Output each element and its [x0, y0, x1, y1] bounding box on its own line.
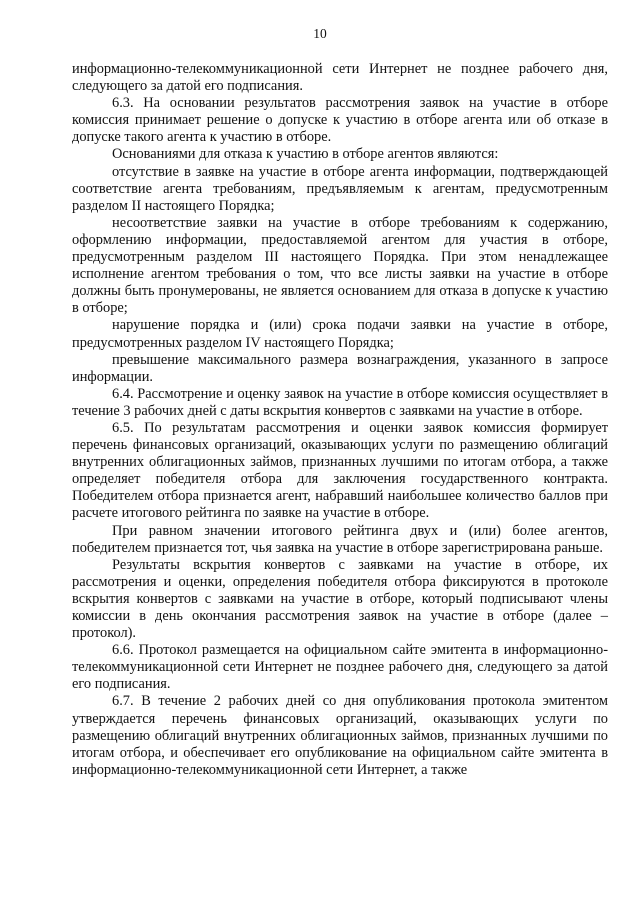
paragraph-6-6: 6.6. Протокол размещается на официальном сайте эмитента в информационно-телекоммуникационной сети Интернет не позднее рабочего дня, следующего за датой его подписания. [72, 642, 608, 693]
paragraph-ground-procedure-violation: нарушение порядка и (или) срока подачи заявки на участие в отборе, предусмотренных разделом IV настоящего Порядка; [72, 317, 608, 351]
paragraph-6-4: 6.4. Рассмотрение и оценку заявок на участие в отборе комиссия осуществляет в течение 3 рабочих дней с даты вскрытия конвертов с заявками на участие в отборе. [72, 385, 608, 419]
paragraph-refusal-grounds-intro: Основаниями для отказа к участию в отборе агентов являются: [112, 146, 499, 163]
paragraph-ground-fee-excess: превышение максимального размера вознаграждения, указанного в запросе информации. [72, 351, 608, 385]
paragraph-6-7: 6.7. В течение 2 рабочих дней со дня опубликования протокола эмитентом утверждается перечень финансовых организаций, оказывающих услуги по размещению облигаций внутренних облигационных займов, признанных лучшими по итогам отбора, и обеспечивает его опубликование на официальном сайте эмитента в информационно-телекоммуникационной сети Интернет, а также [72, 693, 608, 778]
document-body [72, 61, 608, 779]
paragraph-6-3: 6.3. На основании результатов рассмотрения заявок на участие в отборе комиссия принимает решение о допуске к участию в отборе агента или об отказе в допуске такого агента к участию в отборе. [72, 95, 608, 146]
paragraph-results-protocol: Результаты вскрытия конвертов с заявками на участие в отборе, их рассмотрения и оценки, определения победителя отбора фиксируются в протоколе вскрытия конвертов с заявками на участие в отборе, который подписывают члены комиссии в день окончания рассмотрения заявок на участие в отборе (далее – протокол). [72, 556, 608, 642]
paragraph-6-5: 6.5. По результатам рассмотрения и оценки заявок комиссия формирует перечень финансовых организаций, оказывающих услуги по размещению облигаций внутренних облигационных займов, признанных лучшими по итогам отбора, а также определяет победителя отбора для заключения государственного контракта. Победителем отбора признается агент, набравший наибольшее количество баллов при расчете итогового рейтинга по заявке на участие в отборе. [72, 419, 608, 522]
paragraph-continuation: информационно-телекоммуникационной сети Интернет не позднее рабочего дня, следующего за датой его подписания. [72, 61, 608, 95]
paragraph-ground-nonconformity: несоответствие заявки на участие в отборе требованиям к содержанию, оформлению информации, предоставляемой агентом для участия в отборе, предусмотренным разделом III настоящего Порядка. При этом ненадлежащее исполнение агентом требования о том, что все листы заявки на участие в отборе должны быть пронумерованы, не является основанием для отказа в допуске к участию в отборе; [72, 214, 608, 317]
paragraph-equal-rating: При равном значении итогового рейтинга двух и (или) более агентов, победителем признается тот, чья заявка на участие в отборе зарегистрирована раньше. [72, 522, 608, 556]
page-number: 10 [313, 26, 327, 41]
paragraph-ground-missing-info: отсутствие в заявке на участие в отборе агента информации, подтверждающей соответствие агента требованиям, предъявляемым к агентам, предусмотренным разделом II настоящего Порядка; [72, 163, 608, 214]
